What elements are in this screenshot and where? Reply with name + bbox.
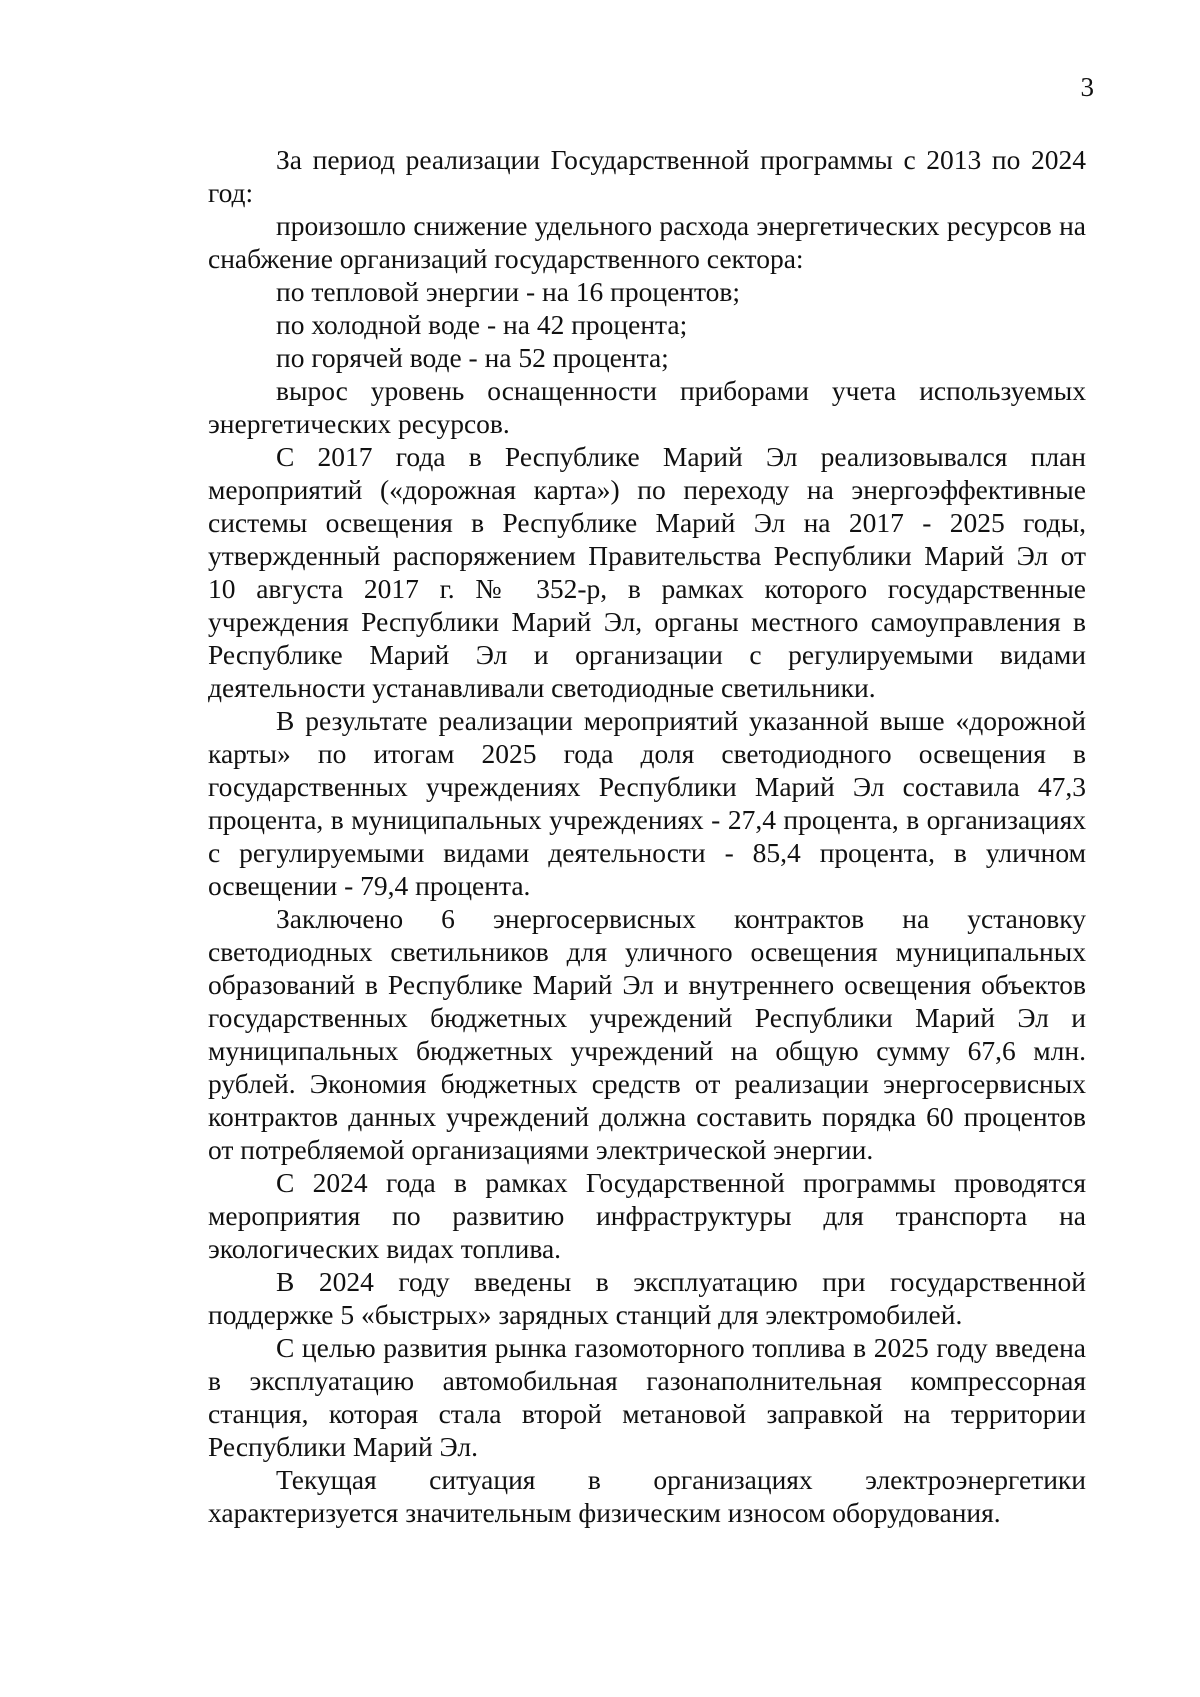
paragraph-eco-transport: С 2024 года в рамках Государственной программы проводятся мероприятия по развитию инфраструктуры для транспорта на экологических видах топлива. — [208, 1167, 1086, 1264]
paragraph-equipment-wear: Текущая ситуация в организациях электроэнергетики характеризуется значительным физическим износом оборудования. — [208, 1464, 1086, 1528]
paragraph-metering: вырос уровень оснащенности приборами учета используемых энергетических ресурсов. — [208, 375, 1086, 439]
paragraph-period-intro: За период реализации Государственной программы с 2013 по 2024 год: — [208, 144, 1086, 208]
body-text — [208, 143, 1086, 1529]
paragraph-hot-water: по горячей воде - на 52 процента; — [276, 342, 669, 373]
paragraph-gas-station: С целью развития рынка газомоторного топлива в 2025 году введена в эксплуатацию автомобильная газонаполнительная компрессорная станция, которая стала второй метановой заправкой на территории Республики Марий Эл. — [208, 1332, 1086, 1462]
page-number: 3 — [1080, 72, 1094, 102]
paragraph-roadmap: С 2017 года в Республике Марий Эл реализовывался план мероприятий («дорожная карта») по переходу на энергоэффективные системы освещения в Республике Марий Эл на 2017 - 2025 годы, утвержденный распоряжением Правительства Республики Марий Эл от 10 августа 2017 г. № 352-р, в рамках которого государственные учреждения Республики Марий Эл, органы местного самоуправления в Республике Марий Эл и организации с регулируемыми видами деятельности устанавливали светодиодные светильники. — [208, 441, 1086, 703]
paragraph-energy-contracts: Заключено 6 энергосервисных контрактов на установку светодиодных светильников для уличного освещения муниципальных образований в Республике Марий Эл и внутреннего освещения объектов государственных бюджетных учреждений Республики Марий Эл и муниципальных бюджетных учреждений на общую сумму 67,6 млн. рублей. Экономия бюджетных средств от реализации энергосервисных контрактов данных учреждений должна составить порядка 60 процентов от потребляемой организациями электрической энергии. — [208, 903, 1086, 1165]
paragraph-cold-water: по холодной воде - на 42 процента; — [276, 309, 688, 340]
paragraph-charging-stations: В 2024 году введены в эксплуатацию при государственной поддержке 5 «быстрых» зарядных станций для электромобилей. — [208, 1266, 1086, 1330]
paragraph-resource-reduction: произошло снижение удельного расхода энергетических ресурсов на снабжение организаций государственного сектора: — [208, 210, 1086, 274]
paragraph-led-results: В результате реализации мероприятий указанной выше «дорожной карты» по итогам 2025 года доля светодиодного освещения в государственных учреждениях Республики Марий Эл составила 47,3 процента, в муниципальных учреждениях - 27,4 процента, в организациях с регулируемыми видами деятельности - 85,4 процента, в уличном освещении - 79,4 процента. — [208, 705, 1086, 901]
paragraph-thermal-energy: по тепловой энергии - на 16 процентов; — [276, 276, 741, 307]
